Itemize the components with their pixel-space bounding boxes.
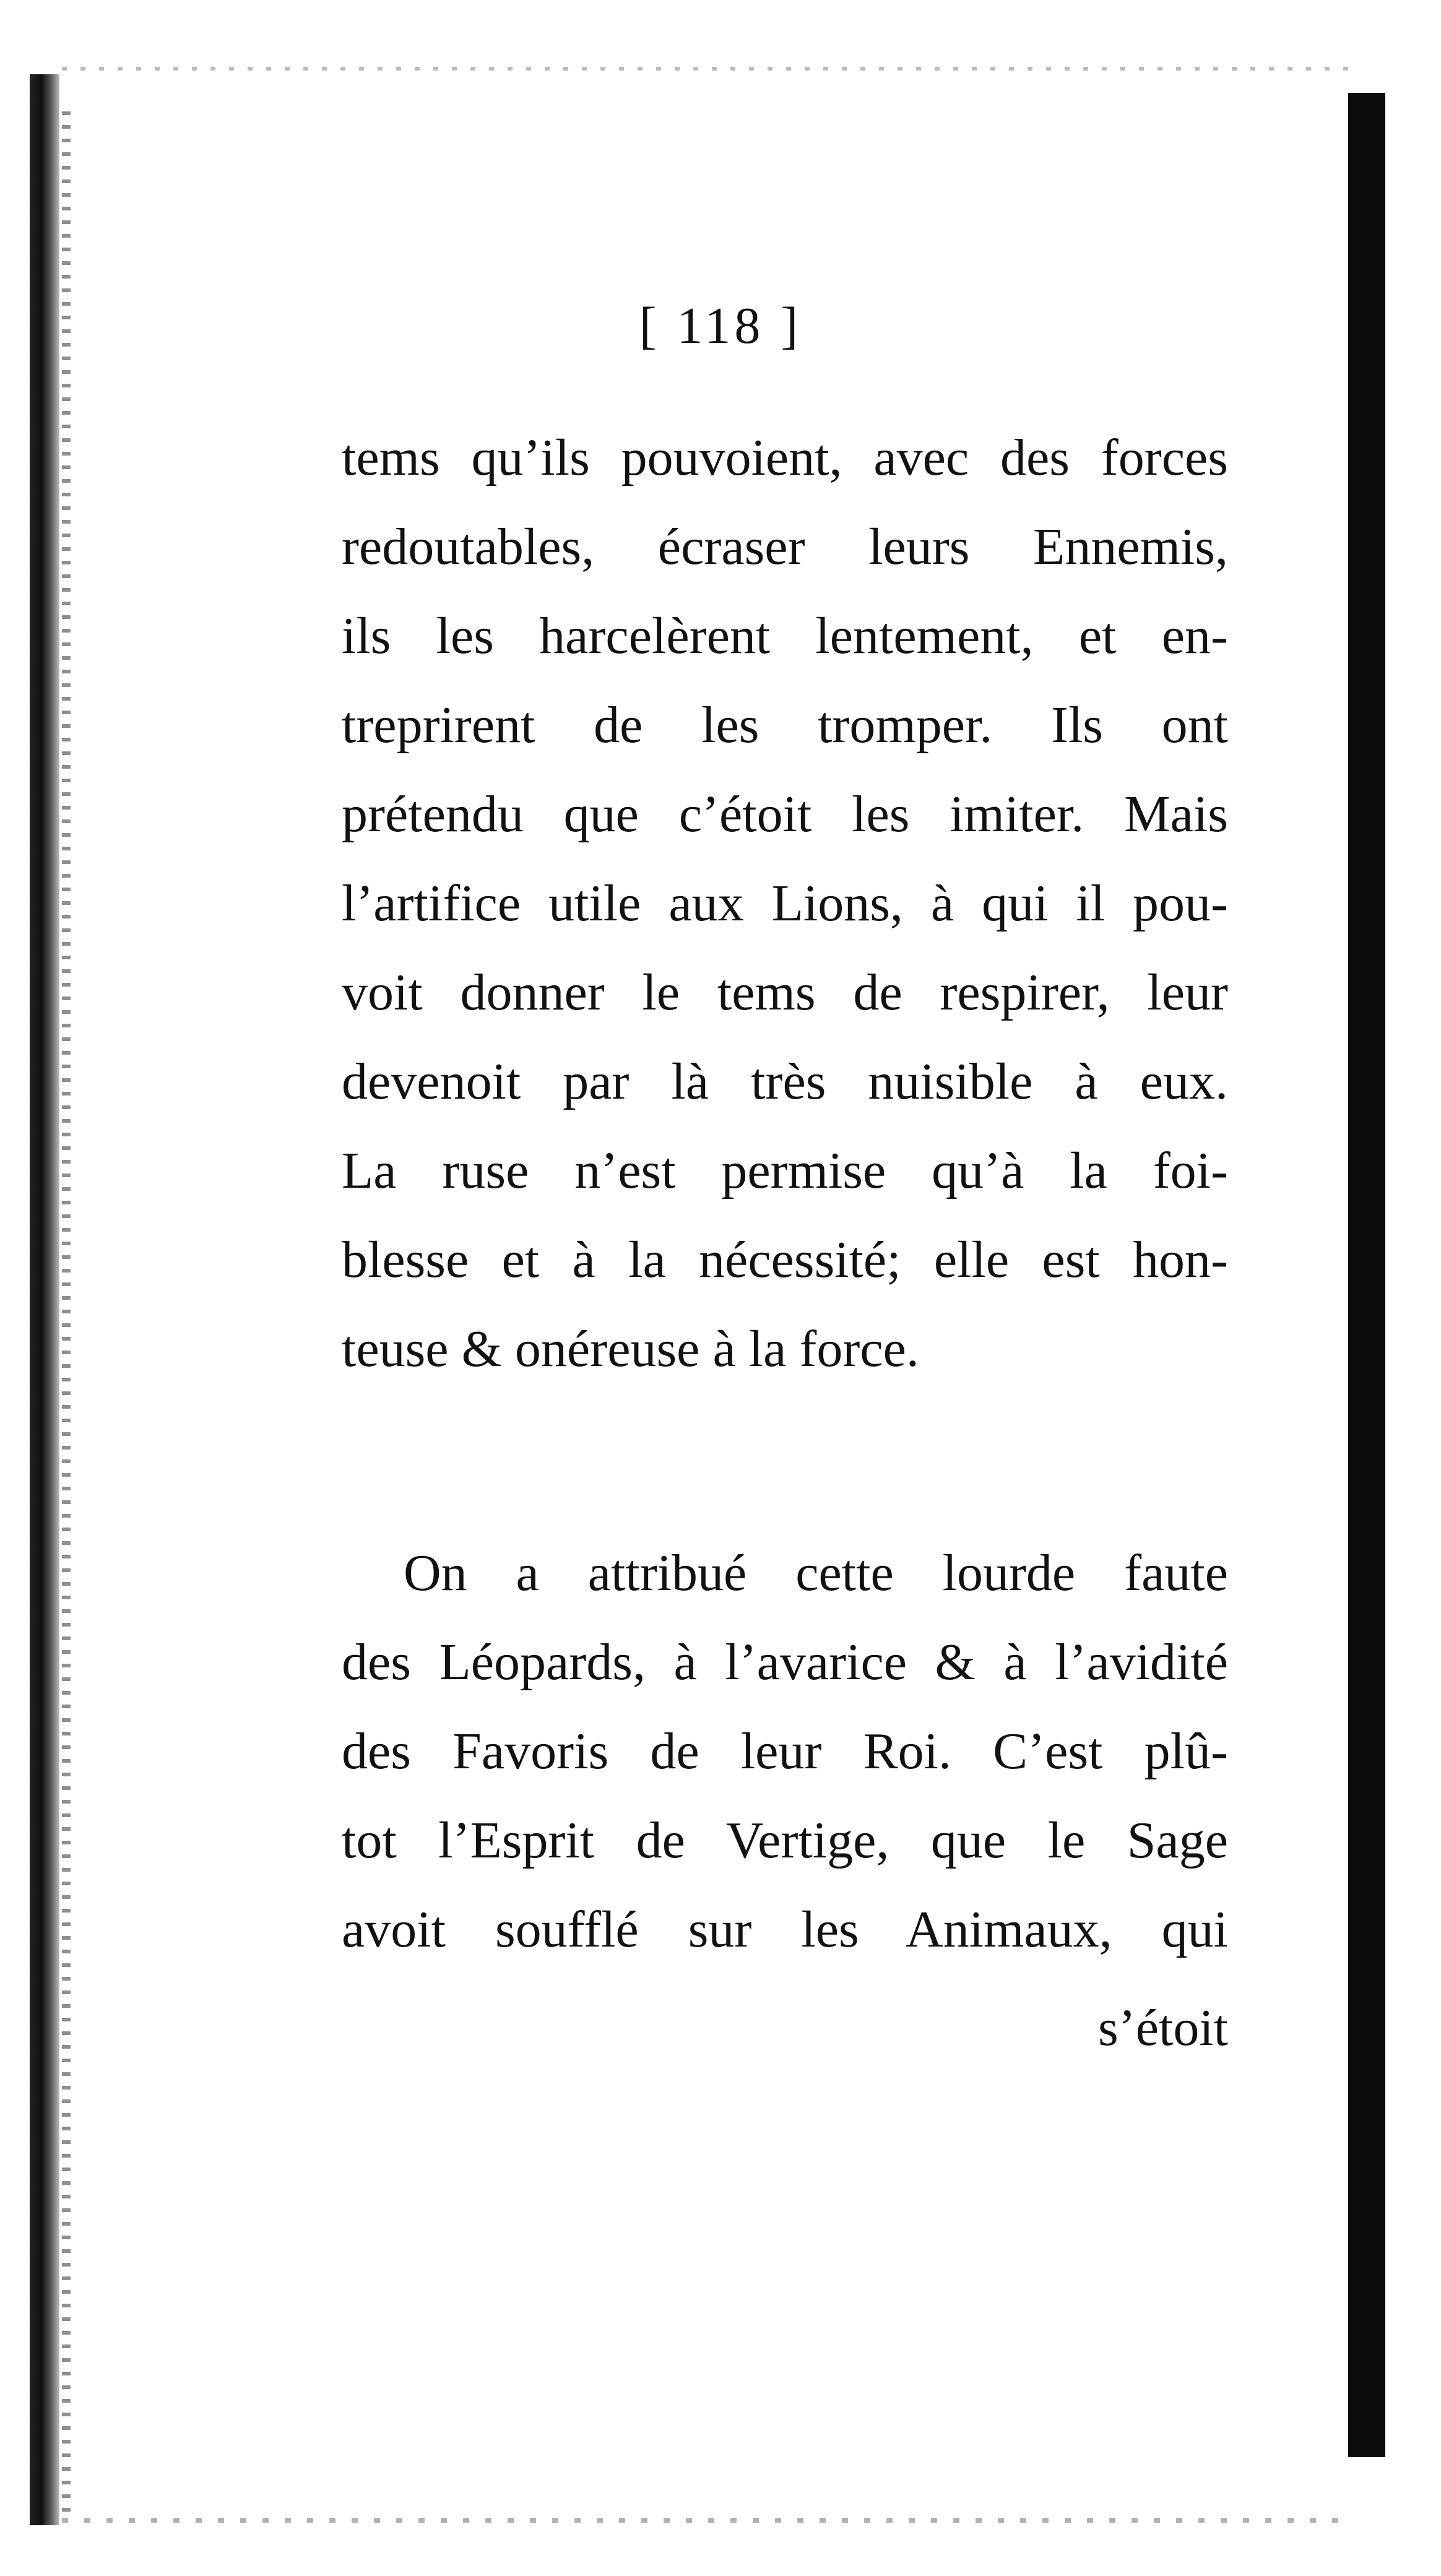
text-line: blesse et à la nécessité; elle est hon- [342, 1231, 1228, 1289]
text-line: l’artifice utile aux Lions, à qui il pou- [342, 875, 1228, 932]
text-line: des Léopards, à l’avarice & à l’avidité [342, 1633, 1228, 1691]
catchword: s’étoit [1098, 1999, 1228, 2057]
scan-edge-left-inner [62, 111, 71, 2513]
text-line: redoutables, écraser leurs Ennemis, [342, 518, 1228, 576]
text-line: des Favoris de leur Roi. C’est plû- [342, 1722, 1228, 1780]
scan-edge-right [1348, 93, 1385, 2457]
text-line: avoit soufflé sur les Animaux, qui [342, 1901, 1228, 1958]
text-line: ils les harcelèrent lentement, et en- [342, 607, 1228, 665]
scan-edge-bottom [62, 2518, 1349, 2523]
scan-edge-left [30, 74, 59, 2525]
paragraph-1 [342, 413, 1228, 1394]
text-line: treprirent de les tromper. Ils ont [342, 696, 1228, 754]
text-line: La ruse n’est permise qu’à la foi- [342, 1142, 1228, 1199]
page-number: [ 118 ] [639, 297, 802, 355]
paragraph-2 [342, 1529, 1228, 1974]
text-line: voit donner le tems de respirer, leur [342, 964, 1228, 1021]
scan-edge-top [62, 67, 1349, 71]
text-line: devenoit par là très nuisible à eux. [342, 1053, 1228, 1110]
text-line: tems qu’ils pouvoient, avec des forces [342, 429, 1228, 486]
text-line: tot l’Esprit de Vertige, que le Sage [342, 1812, 1228, 1869]
text-line: teuse & onéreuse à la force. [342, 1320, 919, 1378]
text-line: prétendu que c’étoit les imiter. Mais [342, 785, 1228, 843]
text-line: On a attribué cette lourde faute [404, 1544, 1228, 1602]
